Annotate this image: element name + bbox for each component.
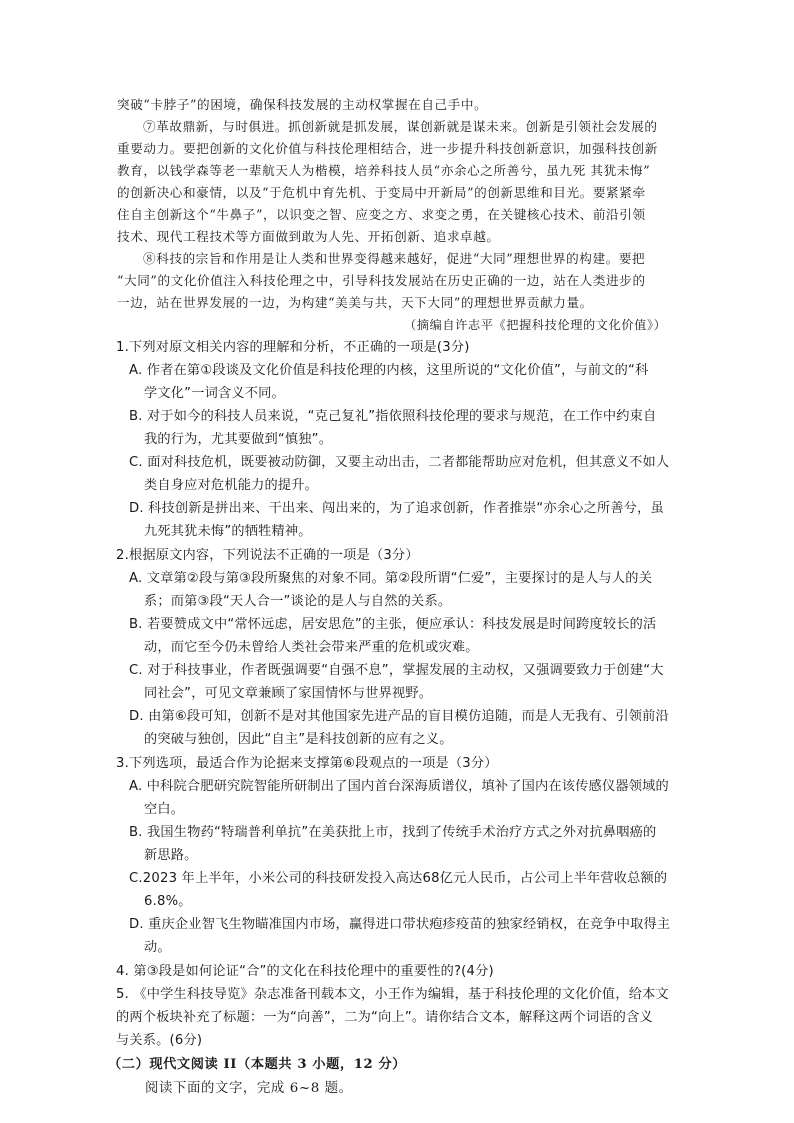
option-d-cont: 九死其犹未悔”的牺牲精神。	[144, 524, 312, 539]
option-d-cont: 的突破与独创，因此“自主”是科技创新的应有之义。	[144, 732, 453, 747]
option-b: B. 对于如今的科技人员来说，“克己复礼”指依照科技伦理的要求与规范，在工作中约束自	[129, 409, 657, 424]
option-b-cont: 我的行为，尤其要做到“慎独”。	[144, 432, 333, 447]
option-d-cont: 动。	[144, 940, 171, 955]
passage-line: 教育，以钱学森等老一辈航天人为楷模，培养科技人员“亦余心之所善兮，虽九死 其犹未悔”	[117, 163, 651, 178]
option-c-cont: 类自身应对危机能力的提升。	[144, 478, 319, 493]
option-a-cont: 空白。	[144, 802, 185, 817]
option-c-cont: 6.8%。	[144, 894, 192, 909]
option-b-cont: 动，而它至今仍未曾给人类社会带来严重的危机或灾难。	[144, 640, 479, 655]
question-stem: 3.下列选项，最适合作为论据来支撑第⑥段观点的一项是（3分）	[116, 756, 498, 771]
option-b-cont: 新思路。	[144, 848, 198, 863]
passage-line: “大同”的文化价值注入科技伦理之中，引导科技发展站在历史正确的一边，站在人类进步的	[117, 273, 646, 288]
question-stem: 5. 《中学生科技导览》杂志准备刊载本文，小王作为编辑，基于科技伦理的文化价值，给本文	[116, 987, 669, 1002]
passage-line: 的创新决心和豪情，以及“于危机中育先机、于变局中开新局”的创新思维和目光。要紧紧牵	[117, 185, 646, 200]
question-stem: 1.下列对原文相关内容的理解和分析，不正确的一项是(3分)	[116, 340, 470, 355]
passage-line: ⑦革故鼎新，与时俱进。抓创新就是抓发展，谋创新就是谋未来。创新是引领社会发展的	[143, 119, 658, 134]
passage-line: ⑧科技的宗旨和作用是让人类和世界变得越来越好，促进“大同”理想世界的构建。要把	[143, 251, 646, 266]
question-stem: 2.根据原文内容，下列说法不正确的一项是（3分）	[116, 548, 419, 563]
option-a: A. 中科院合肥研究院智能所研制出了国内首台深海质谱仪，填补了国内在该传感仪器领域的	[129, 779, 669, 794]
passage-line: 技术、现代工程技术等方面做到敢为人先、开拓创新、追求卓越。	[117, 229, 500, 244]
option-d: D. 科技创新是拼出来、干出来、闯出来的，为了追求创新，作者推崇“亦余心之所善兮，虽	[129, 501, 664, 516]
option-b: B. 我国生物药“特瑞普利单抗”在美获批上市，找到了传统手术治疗方式之外对抗鼻咽癌的	[129, 825, 657, 840]
option-c: C. 面对科技危机，既要被动防御，又要主动出击，二者都能帮助应对危机，但其意义不如人	[129, 455, 670, 470]
section-heading: （二）现代文阅读 II（本题共 3 小题，12 分）	[108, 1057, 407, 1072]
option-d: D. 重庆企业智飞生物瞄准国内市场，赢得进口带状疱疹疫苗的独家经销权，在竞争中取得主	[129, 917, 671, 932]
option-a-cont: 学文化”一词含义不同。	[144, 386, 285, 401]
passage-line: 重要动力。要把创新的文化价值与科技伦理相结合，进一步提升科技创新意识，加强科技创新	[117, 141, 658, 156]
option-a-cont: 系；而第③段“天人合一”谈论的是人与自然的关系。	[144, 594, 452, 609]
passage-line: 突破“卡脖子”的困境，确保科技发展的主动权掌握在自己手中。	[117, 97, 488, 112]
question-stem-cont: 的两个板块补充了标题：一为“向善”，二为“向上”。请你结合文本，解释这两个词语的含义	[116, 1010, 653, 1025]
option-c-cont: 同社会”，可见文章兼顾了家国情怀与世界视野。	[144, 686, 433, 701]
passage-line: 住自主创新这个“牛鼻子”，以识变之智、应变之方、求变之勇，在关键核心技术、前沿引领	[117, 207, 646, 222]
option-c: C. 对于科技事业，作者既强调要“自强不息”，掌握发展的主动权，又强调要致力于创建“大	[129, 663, 664, 678]
option-c: C.2023 年上半年，小米公司的科技研发投入高达68亿元人民币，占公司上半年营收总额的	[129, 871, 668, 886]
question-stem-cont: 与关系。(6分)	[116, 1033, 203, 1048]
option-a: A. 文章第②段与第③段所聚焦的对象不同。第②段所谓“仁爱”，主要探讨的是人与人的关	[129, 571, 653, 586]
section-instruction: 阅读下面的文字，完成 6~8 题。	[145, 1081, 353, 1096]
passage-line: 一边，站在世界发展的一边，为构建“美美与共，天下大同”的理想世界贡献力量。	[117, 295, 593, 310]
question-stem: 4. 第③段是如何论证“合”的文化在科技伦理中的重要性的?(4分)	[116, 964, 494, 979]
option-a: A. 作者在第①段谈及文化价值是科技伦理的内核，这里所说的“文化价值”，与前文的“科	[129, 363, 649, 378]
option-b: B. 若要赞成文中“常怀远虑，居安思危”的主张，便应承认：科技发展是时间跨度较长的活	[129, 617, 657, 632]
option-d: D. 由第⑥段可知，创新不是对其他国家先进产品的盲目模仿追随，而是人无我有、引领前沿	[129, 709, 669, 724]
passage-source: （摘编自许志平《把握科技伦理的文化价值》）	[404, 318, 667, 332]
